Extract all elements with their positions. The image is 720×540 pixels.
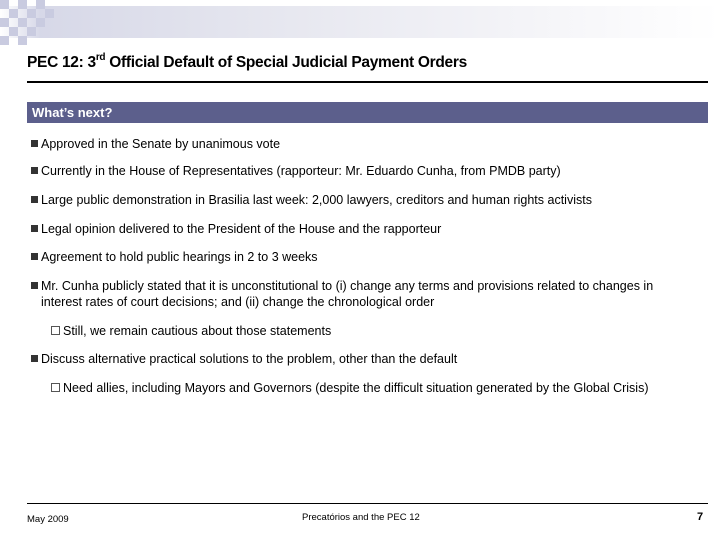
square-bullet-icon: [31, 167, 38, 174]
list-item-text: Mr. Cunha publicly stated that it is unconstitutional to (i) change any terms and provisions related to changes in interest rates of court decisions; and (ii) change the chronological order: [41, 279, 654, 309]
square-bullet-icon: [31, 253, 38, 260]
list-item-text: Legal opinion delivered to the President of the House and the rapporteur: [41, 222, 442, 236]
square-bullet-icon: [31, 196, 38, 203]
square-bullet-icon: [31, 140, 38, 147]
title-divider: [27, 81, 708, 83]
footer-divider: [27, 503, 708, 504]
square-bullet-icon: [31, 225, 38, 232]
section-header: What’s next?: [27, 102, 708, 123]
footer-date: May 2009: [27, 514, 69, 525]
header-decoration-band: [0, 6, 720, 38]
square-bullet-icon: [31, 355, 38, 362]
list-item-text: Discuss alternative practical solutions to the problem, other than the default: [41, 352, 458, 366]
hollow-square-bullet-icon: [51, 383, 60, 392]
footer-title: Precatórios and the PEC 12: [302, 512, 420, 523]
slide-title: PEC 12: 3rd Official Default of Special Judicial Payment Orders: [27, 52, 467, 71]
sub-list-item-text: Need allies, including Mayors and Governors (despite the difficult situation generated by the Global Crisis): [63, 381, 649, 395]
page-number: 7: [697, 511, 704, 523]
sub-list-item-text: Still, we remain cautious about those statements: [63, 324, 332, 338]
square-bullet-icon: [31, 282, 38, 289]
header-decoration-grid: [0, 0, 60, 48]
list-item-text: Agreement to hold public hearings in 2 to 3 weeks: [41, 250, 318, 264]
hollow-square-bullet-icon: [51, 326, 60, 335]
list-item-text: Large public demonstration in Brasilia last week: 2,000 lawyers, creditors and human rights activists: [41, 193, 592, 207]
list-item-text: Approved in the Senate by unanimous vote: [41, 137, 281, 151]
list-item-text: Currently in the House of Representatives (rapporteur: Mr. Eduardo Cunha, from PMDB party): [41, 164, 561, 178]
